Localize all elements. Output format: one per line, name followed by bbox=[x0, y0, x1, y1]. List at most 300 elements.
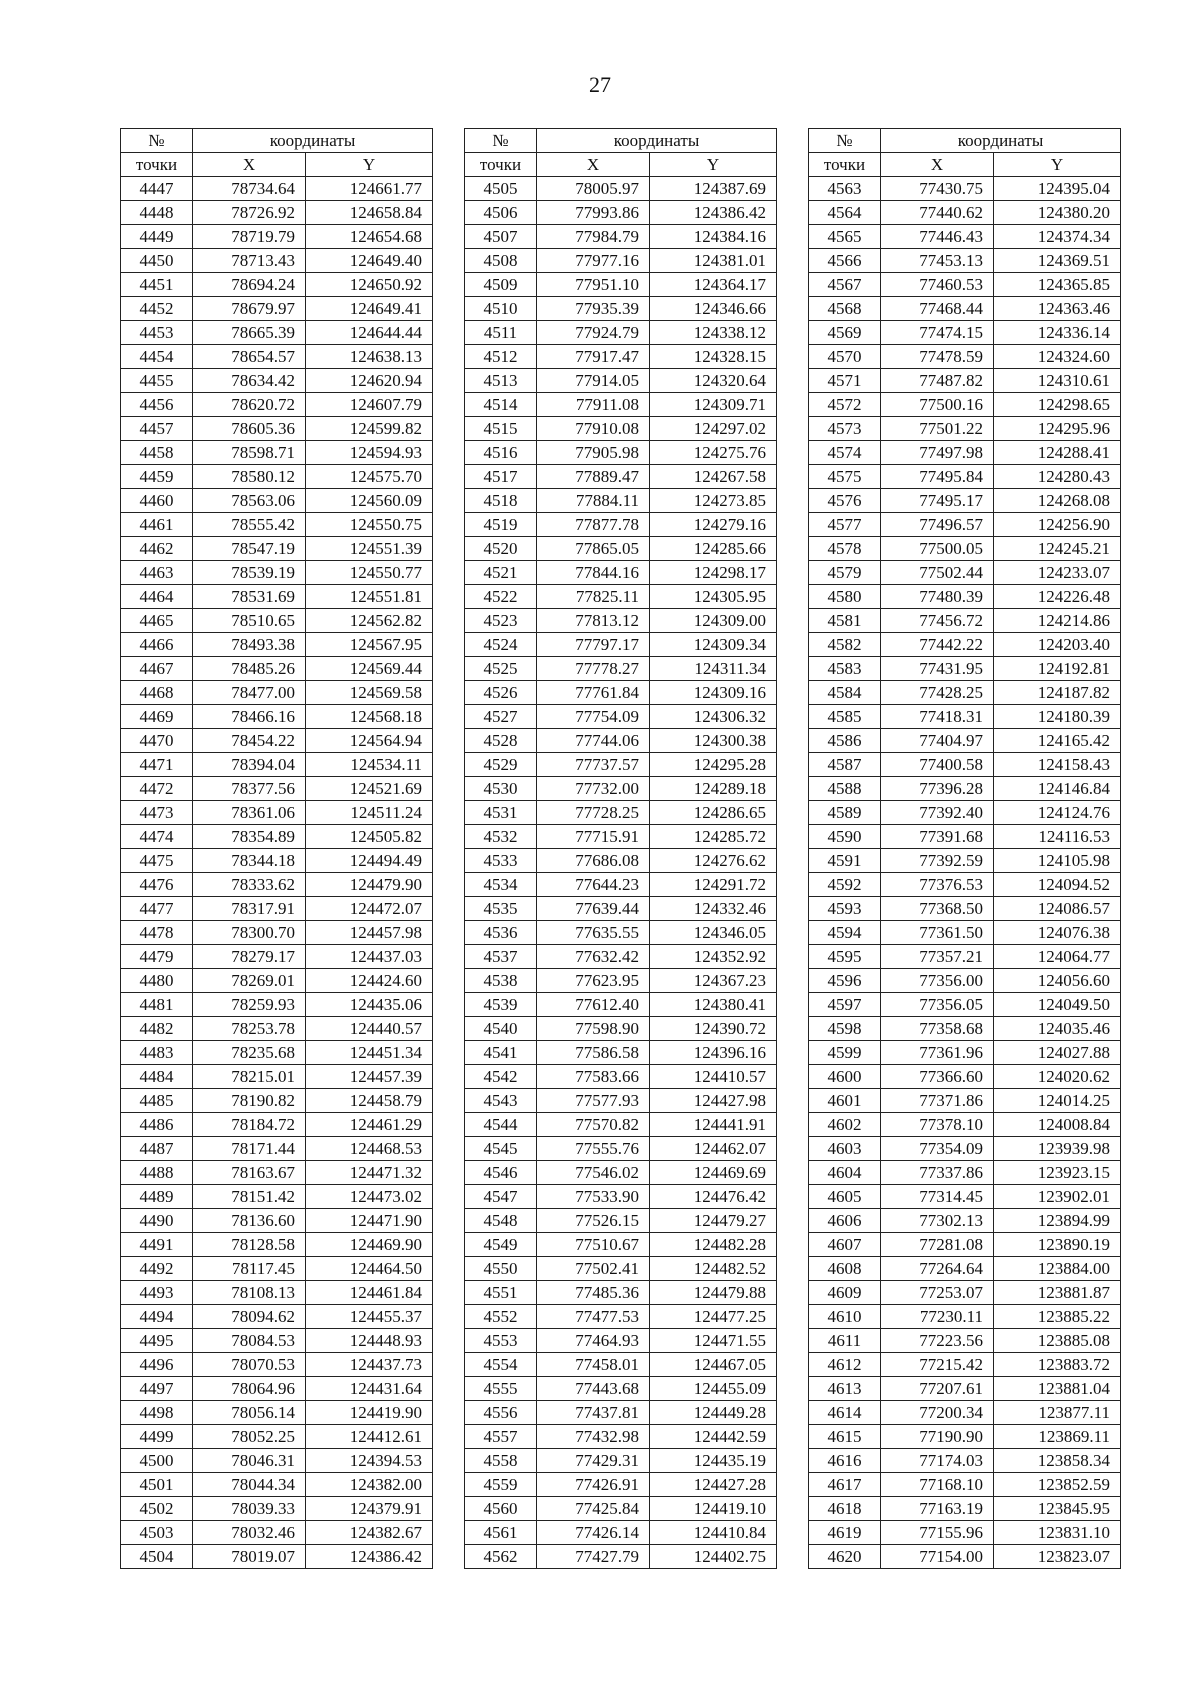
table-row bbox=[465, 561, 777, 585]
y-coordinate-cell: 123885.22 bbox=[994, 1305, 1121, 1329]
y-coordinate-cell: 124569.58 bbox=[306, 681, 433, 705]
x-coordinate-cell: 77356.00 bbox=[881, 969, 994, 993]
header-y: Y bbox=[994, 153, 1121, 177]
point-number-cell: 4483 bbox=[121, 1041, 193, 1065]
y-coordinate-cell: 124448.93 bbox=[306, 1329, 433, 1353]
table-row bbox=[809, 417, 1121, 441]
y-coordinate-cell: 124482.52 bbox=[650, 1257, 777, 1281]
table-row bbox=[809, 489, 1121, 513]
y-coordinate-cell: 123890.19 bbox=[994, 1233, 1121, 1257]
x-coordinate-cell: 77951.10 bbox=[537, 273, 650, 297]
point-number-cell: 4614 bbox=[809, 1401, 881, 1425]
y-coordinate-cell: 123823.07 bbox=[994, 1545, 1121, 1569]
y-coordinate-cell: 124363.46 bbox=[994, 297, 1121, 321]
table-row bbox=[121, 1497, 433, 1521]
table-row bbox=[809, 1377, 1121, 1401]
point-number-cell: 4481 bbox=[121, 993, 193, 1017]
table-row bbox=[809, 825, 1121, 849]
table-row bbox=[121, 1377, 433, 1401]
point-number-cell: 4507 bbox=[465, 225, 537, 249]
point-number-cell: 4566 bbox=[809, 249, 881, 273]
table-row bbox=[121, 1425, 433, 1449]
point-number-cell: 4486 bbox=[121, 1113, 193, 1137]
point-number-cell: 4538 bbox=[465, 969, 537, 993]
x-coordinate-cell: 77844.16 bbox=[537, 561, 650, 585]
y-coordinate-cell: 124449.28 bbox=[650, 1401, 777, 1425]
y-coordinate-cell: 123939.98 bbox=[994, 1137, 1121, 1161]
y-coordinate-cell: 124382.67 bbox=[306, 1521, 433, 1545]
point-number-cell: 4601 bbox=[809, 1089, 881, 1113]
table-row bbox=[121, 1233, 433, 1257]
point-number-cell: 4459 bbox=[121, 465, 193, 489]
x-coordinate-cell: 78235.68 bbox=[193, 1041, 306, 1065]
header-y: Y bbox=[650, 153, 777, 177]
point-number-cell: 4496 bbox=[121, 1353, 193, 1377]
point-number-cell: 4524 bbox=[465, 633, 537, 657]
y-coordinate-cell: 123902.01 bbox=[994, 1185, 1121, 1209]
x-coordinate-cell: 77443.68 bbox=[537, 1377, 650, 1401]
x-coordinate-cell: 78665.39 bbox=[193, 321, 306, 345]
x-coordinate-cell: 78531.69 bbox=[193, 585, 306, 609]
table-row bbox=[121, 1041, 433, 1065]
header-x: X bbox=[881, 153, 994, 177]
point-number-cell: 4522 bbox=[465, 585, 537, 609]
table-row bbox=[465, 705, 777, 729]
table-row bbox=[809, 969, 1121, 993]
y-coordinate-cell: 124379.91 bbox=[306, 1497, 433, 1521]
point-number-cell: 4523 bbox=[465, 609, 537, 633]
point-number-cell: 4617 bbox=[809, 1473, 881, 1497]
point-number-cell: 4558 bbox=[465, 1449, 537, 1473]
x-coordinate-cell: 78580.12 bbox=[193, 465, 306, 489]
point-number-cell: 4598 bbox=[809, 1017, 881, 1041]
table-row bbox=[809, 513, 1121, 537]
y-coordinate-cell: 124352.92 bbox=[650, 945, 777, 969]
point-number-cell: 4603 bbox=[809, 1137, 881, 1161]
y-coordinate-cell: 124332.46 bbox=[650, 897, 777, 921]
y-coordinate-cell: 124380.41 bbox=[650, 993, 777, 1017]
point-number-cell: 4585 bbox=[809, 705, 881, 729]
y-coordinate-cell: 124346.66 bbox=[650, 297, 777, 321]
point-number-cell: 4560 bbox=[465, 1497, 537, 1521]
point-number-cell: 4573 bbox=[809, 417, 881, 441]
x-coordinate-cell: 78300.70 bbox=[193, 921, 306, 945]
table-row bbox=[121, 609, 433, 633]
y-coordinate-cell: 124650.92 bbox=[306, 273, 433, 297]
y-coordinate-cell: 124008.84 bbox=[994, 1113, 1121, 1137]
x-coordinate-cell: 77168.10 bbox=[881, 1473, 994, 1497]
point-number-cell: 4487 bbox=[121, 1137, 193, 1161]
x-coordinate-cell: 77914.05 bbox=[537, 369, 650, 393]
x-coordinate-cell: 77174.03 bbox=[881, 1449, 994, 1473]
table-row bbox=[121, 1545, 433, 1569]
x-coordinate-cell: 77502.44 bbox=[881, 561, 994, 585]
point-number-cell: 4503 bbox=[121, 1521, 193, 1545]
y-coordinate-cell: 124644.44 bbox=[306, 321, 433, 345]
x-coordinate-cell: 77428.25 bbox=[881, 681, 994, 705]
point-number-cell: 4512 bbox=[465, 345, 537, 369]
y-coordinate-cell: 124468.53 bbox=[306, 1137, 433, 1161]
y-coordinate-cell: 124226.48 bbox=[994, 585, 1121, 609]
table-row bbox=[465, 945, 777, 969]
x-coordinate-cell: 78171.44 bbox=[193, 1137, 306, 1161]
table-row bbox=[465, 1161, 777, 1185]
y-coordinate-cell: 124567.95 bbox=[306, 633, 433, 657]
y-coordinate-cell: 124534.11 bbox=[306, 753, 433, 777]
table-row bbox=[121, 225, 433, 249]
table-row bbox=[121, 441, 433, 465]
y-coordinate-cell: 124295.28 bbox=[650, 753, 777, 777]
table-row bbox=[809, 1281, 1121, 1305]
y-coordinate-cell: 124607.79 bbox=[306, 393, 433, 417]
point-number-cell: 4553 bbox=[465, 1329, 537, 1353]
point-number-cell: 4527 bbox=[465, 705, 537, 729]
table-row bbox=[121, 393, 433, 417]
table-row bbox=[121, 849, 433, 873]
y-coordinate-cell: 123923.15 bbox=[994, 1161, 1121, 1185]
point-number-cell: 4449 bbox=[121, 225, 193, 249]
y-coordinate-cell: 123881.04 bbox=[994, 1377, 1121, 1401]
y-coordinate-cell: 124658.84 bbox=[306, 201, 433, 225]
table-row bbox=[121, 1353, 433, 1377]
x-coordinate-cell: 78734.64 bbox=[193, 177, 306, 201]
x-coordinate-cell: 77337.86 bbox=[881, 1161, 994, 1185]
table-row bbox=[809, 777, 1121, 801]
x-coordinate-cell: 78485.26 bbox=[193, 657, 306, 681]
table-row bbox=[121, 825, 433, 849]
table-row bbox=[465, 681, 777, 705]
point-number-cell: 4471 bbox=[121, 753, 193, 777]
x-coordinate-cell: 77223.56 bbox=[881, 1329, 994, 1353]
y-coordinate-cell: 124027.88 bbox=[994, 1041, 1121, 1065]
y-coordinate-cell: 124427.98 bbox=[650, 1089, 777, 1113]
table-row bbox=[809, 249, 1121, 273]
table-row bbox=[809, 1425, 1121, 1449]
point-number-cell: 4526 bbox=[465, 681, 537, 705]
point-number-cell: 4476 bbox=[121, 873, 193, 897]
point-number-cell: 4514 bbox=[465, 393, 537, 417]
y-coordinate-cell: 124462.07 bbox=[650, 1137, 777, 1161]
y-coordinate-cell: 124273.85 bbox=[650, 489, 777, 513]
y-coordinate-cell: 124310.61 bbox=[994, 369, 1121, 393]
x-coordinate-cell: 78726.92 bbox=[193, 201, 306, 225]
x-coordinate-cell: 77430.75 bbox=[881, 177, 994, 201]
table-row bbox=[809, 1185, 1121, 1209]
table-row bbox=[465, 1305, 777, 1329]
x-coordinate-cell: 77797.17 bbox=[537, 633, 650, 657]
y-coordinate-cell: 124387.69 bbox=[650, 177, 777, 201]
point-number-cell: 4609 bbox=[809, 1281, 881, 1305]
x-coordinate-cell: 77732.00 bbox=[537, 777, 650, 801]
y-coordinate-cell: 124076.38 bbox=[994, 921, 1121, 945]
point-number-cell: 4537 bbox=[465, 945, 537, 969]
y-coordinate-cell: 124165.42 bbox=[994, 729, 1121, 753]
x-coordinate-cell: 77686.08 bbox=[537, 849, 650, 873]
table-row bbox=[809, 945, 1121, 969]
table-row bbox=[809, 321, 1121, 345]
x-coordinate-cell: 78493.38 bbox=[193, 633, 306, 657]
y-coordinate-cell: 124289.18 bbox=[650, 777, 777, 801]
table-row bbox=[465, 657, 777, 681]
point-number-cell: 4574 bbox=[809, 441, 881, 465]
y-coordinate-cell: 123881.87 bbox=[994, 1281, 1121, 1305]
point-number-cell: 4544 bbox=[465, 1113, 537, 1137]
x-coordinate-cell: 78184.72 bbox=[193, 1113, 306, 1137]
y-coordinate-cell: 124386.42 bbox=[306, 1545, 433, 1569]
y-coordinate-cell: 124654.68 bbox=[306, 225, 433, 249]
x-coordinate-cell: 77632.42 bbox=[537, 945, 650, 969]
y-coordinate-cell: 124309.16 bbox=[650, 681, 777, 705]
point-number-cell: 4458 bbox=[121, 441, 193, 465]
point-number-cell: 4586 bbox=[809, 729, 881, 753]
x-coordinate-cell: 77429.31 bbox=[537, 1449, 650, 1473]
x-coordinate-cell: 78190.82 bbox=[193, 1089, 306, 1113]
table-row bbox=[465, 1017, 777, 1041]
point-number-cell: 4448 bbox=[121, 201, 193, 225]
point-number-cell: 4456 bbox=[121, 393, 193, 417]
y-coordinate-cell: 124473.02 bbox=[306, 1185, 433, 1209]
y-coordinate-cell: 124305.95 bbox=[650, 585, 777, 609]
table-row bbox=[465, 1521, 777, 1545]
point-number-cell: 4611 bbox=[809, 1329, 881, 1353]
x-coordinate-cell: 77200.34 bbox=[881, 1401, 994, 1425]
point-number-cell: 4618 bbox=[809, 1497, 881, 1521]
x-coordinate-cell: 77366.60 bbox=[881, 1065, 994, 1089]
y-coordinate-cell: 123869.11 bbox=[994, 1425, 1121, 1449]
x-coordinate-cell: 78454.22 bbox=[193, 729, 306, 753]
table-row bbox=[465, 801, 777, 825]
x-coordinate-cell: 78084.53 bbox=[193, 1329, 306, 1353]
point-number-cell: 4505 bbox=[465, 177, 537, 201]
y-coordinate-cell: 124276.62 bbox=[650, 849, 777, 873]
y-coordinate-cell: 123884.00 bbox=[994, 1257, 1121, 1281]
x-coordinate-cell: 77425.84 bbox=[537, 1497, 650, 1521]
table-row bbox=[809, 705, 1121, 729]
x-coordinate-cell: 77501.22 bbox=[881, 417, 994, 441]
x-coordinate-cell: 78605.36 bbox=[193, 417, 306, 441]
point-number-cell: 4612 bbox=[809, 1353, 881, 1377]
header-no: № bbox=[809, 129, 881, 153]
x-coordinate-cell: 78253.78 bbox=[193, 1017, 306, 1041]
x-coordinate-cell: 77418.31 bbox=[881, 705, 994, 729]
x-coordinate-cell: 77163.19 bbox=[881, 1497, 994, 1521]
point-number-cell: 4563 bbox=[809, 177, 881, 201]
table-row bbox=[465, 297, 777, 321]
point-number-cell: 4572 bbox=[809, 393, 881, 417]
point-number-cell: 4490 bbox=[121, 1209, 193, 1233]
table-row bbox=[809, 1449, 1121, 1473]
table-row bbox=[465, 1377, 777, 1401]
table-row bbox=[121, 921, 433, 945]
y-coordinate-cell: 124437.03 bbox=[306, 945, 433, 969]
y-coordinate-cell: 123845.95 bbox=[994, 1497, 1121, 1521]
x-coordinate-cell: 77396.28 bbox=[881, 777, 994, 801]
y-coordinate-cell: 124440.57 bbox=[306, 1017, 433, 1041]
table-row bbox=[465, 1185, 777, 1209]
table-row bbox=[809, 465, 1121, 489]
x-coordinate-cell: 78005.97 bbox=[537, 177, 650, 201]
point-number-cell: 4491 bbox=[121, 1233, 193, 1257]
x-coordinate-cell: 77583.66 bbox=[537, 1065, 650, 1089]
y-coordinate-cell: 124279.16 bbox=[650, 513, 777, 537]
y-coordinate-cell: 124369.51 bbox=[994, 249, 1121, 273]
coordinates-table-1 bbox=[120, 128, 433, 1569]
point-number-cell: 4541 bbox=[465, 1041, 537, 1065]
x-coordinate-cell: 78128.58 bbox=[193, 1233, 306, 1257]
point-number-cell: 4463 bbox=[121, 561, 193, 585]
y-coordinate-cell: 124203.40 bbox=[994, 633, 1121, 657]
y-coordinate-cell: 124386.42 bbox=[650, 201, 777, 225]
point-number-cell: 4525 bbox=[465, 657, 537, 681]
table-row bbox=[121, 585, 433, 609]
point-number-cell: 4559 bbox=[465, 1473, 537, 1497]
x-coordinate-cell: 77905.98 bbox=[537, 441, 650, 465]
table-row bbox=[121, 1449, 433, 1473]
x-coordinate-cell: 78019.07 bbox=[193, 1545, 306, 1569]
header-no: № bbox=[121, 129, 193, 153]
y-coordinate-cell: 124479.27 bbox=[650, 1209, 777, 1233]
x-coordinate-cell: 77215.42 bbox=[881, 1353, 994, 1377]
x-coordinate-cell: 77190.90 bbox=[881, 1425, 994, 1449]
point-number-cell: 4592 bbox=[809, 873, 881, 897]
table-row bbox=[121, 321, 433, 345]
x-coordinate-cell: 78279.17 bbox=[193, 945, 306, 969]
y-coordinate-cell: 124431.64 bbox=[306, 1377, 433, 1401]
x-coordinate-cell: 77487.82 bbox=[881, 369, 994, 393]
point-number-cell: 4577 bbox=[809, 513, 881, 537]
point-number-cell: 4584 bbox=[809, 681, 881, 705]
point-number-cell: 4530 bbox=[465, 777, 537, 801]
table-row bbox=[121, 969, 433, 993]
y-coordinate-cell: 123852.59 bbox=[994, 1473, 1121, 1497]
table-row bbox=[121, 537, 433, 561]
x-coordinate-cell: 77460.53 bbox=[881, 273, 994, 297]
x-coordinate-cell: 77644.23 bbox=[537, 873, 650, 897]
y-coordinate-cell: 124014.25 bbox=[994, 1089, 1121, 1113]
x-coordinate-cell: 77431.95 bbox=[881, 657, 994, 681]
x-coordinate-cell: 77577.93 bbox=[537, 1089, 650, 1113]
point-number-cell: 4542 bbox=[465, 1065, 537, 1089]
table-row bbox=[809, 537, 1121, 561]
table-row bbox=[465, 441, 777, 465]
x-coordinate-cell: 77510.67 bbox=[537, 1233, 650, 1257]
table-row bbox=[465, 585, 777, 609]
point-number-cell: 4470 bbox=[121, 729, 193, 753]
y-coordinate-cell: 124187.82 bbox=[994, 681, 1121, 705]
y-coordinate-cell: 124511.24 bbox=[306, 801, 433, 825]
y-coordinate-cell: 124396.16 bbox=[650, 1041, 777, 1065]
point-number-cell: 4569 bbox=[809, 321, 881, 345]
y-coordinate-cell: 124267.58 bbox=[650, 465, 777, 489]
point-number-cell: 4451 bbox=[121, 273, 193, 297]
y-coordinate-cell: 124469.69 bbox=[650, 1161, 777, 1185]
x-coordinate-cell: 77253.07 bbox=[881, 1281, 994, 1305]
table-row bbox=[121, 801, 433, 825]
x-coordinate-cell: 77391.68 bbox=[881, 825, 994, 849]
x-coordinate-cell: 77478.59 bbox=[881, 345, 994, 369]
y-coordinate-cell: 124620.94 bbox=[306, 369, 433, 393]
x-coordinate-cell: 77485.36 bbox=[537, 1281, 650, 1305]
point-number-cell: 4460 bbox=[121, 489, 193, 513]
point-number-cell: 4565 bbox=[809, 225, 881, 249]
x-coordinate-cell: 77371.86 bbox=[881, 1089, 994, 1113]
table-row bbox=[809, 753, 1121, 777]
table-row bbox=[121, 1161, 433, 1185]
point-number-cell: 4518 bbox=[465, 489, 537, 513]
table-row bbox=[809, 1353, 1121, 1377]
y-coordinate-cell: 124309.71 bbox=[650, 393, 777, 417]
x-coordinate-cell: 77526.15 bbox=[537, 1209, 650, 1233]
table-row bbox=[121, 345, 433, 369]
x-coordinate-cell: 77570.82 bbox=[537, 1113, 650, 1137]
x-coordinate-cell: 78620.72 bbox=[193, 393, 306, 417]
table-row bbox=[809, 369, 1121, 393]
table-row bbox=[809, 681, 1121, 705]
x-coordinate-cell: 78713.43 bbox=[193, 249, 306, 273]
table-row bbox=[465, 1329, 777, 1353]
y-coordinate-cell: 124455.09 bbox=[650, 1377, 777, 1401]
y-coordinate-cell: 124599.82 bbox=[306, 417, 433, 441]
x-coordinate-cell: 78477.00 bbox=[193, 681, 306, 705]
point-number-cell: 4564 bbox=[809, 201, 881, 225]
y-coordinate-cell: 124437.73 bbox=[306, 1353, 433, 1377]
y-coordinate-cell: 124297.02 bbox=[650, 417, 777, 441]
x-coordinate-cell: 77474.15 bbox=[881, 321, 994, 345]
table-row bbox=[121, 753, 433, 777]
y-coordinate-cell: 124575.70 bbox=[306, 465, 433, 489]
point-number-cell: 4474 bbox=[121, 825, 193, 849]
point-number-cell: 4547 bbox=[465, 1185, 537, 1209]
x-coordinate-cell: 77392.59 bbox=[881, 849, 994, 873]
table-row bbox=[809, 1089, 1121, 1113]
x-coordinate-cell: 78634.42 bbox=[193, 369, 306, 393]
x-coordinate-cell: 77437.81 bbox=[537, 1401, 650, 1425]
x-coordinate-cell: 77456.72 bbox=[881, 609, 994, 633]
y-coordinate-cell: 124560.09 bbox=[306, 489, 433, 513]
point-number-cell: 4520 bbox=[465, 537, 537, 561]
table-row bbox=[809, 393, 1121, 417]
y-coordinate-cell: 124477.25 bbox=[650, 1305, 777, 1329]
x-coordinate-cell: 77446.43 bbox=[881, 225, 994, 249]
point-number-cell: 4466 bbox=[121, 633, 193, 657]
table-row bbox=[121, 297, 433, 321]
header-point: точки bbox=[809, 153, 881, 177]
point-number-cell: 4534 bbox=[465, 873, 537, 897]
point-number-cell: 4604 bbox=[809, 1161, 881, 1185]
table-row bbox=[121, 681, 433, 705]
y-coordinate-cell: 124035.46 bbox=[994, 1017, 1121, 1041]
y-coordinate-cell: 124521.69 bbox=[306, 777, 433, 801]
table-row bbox=[809, 1329, 1121, 1353]
x-coordinate-cell: 77378.10 bbox=[881, 1113, 994, 1137]
y-coordinate-cell: 124275.76 bbox=[650, 441, 777, 465]
x-coordinate-cell: 77440.62 bbox=[881, 201, 994, 225]
header-x: X bbox=[193, 153, 306, 177]
table-row bbox=[809, 897, 1121, 921]
y-coordinate-cell: 124367.23 bbox=[650, 969, 777, 993]
header-point: точки bbox=[465, 153, 537, 177]
x-coordinate-cell: 77376.53 bbox=[881, 873, 994, 897]
table-row bbox=[465, 273, 777, 297]
x-coordinate-cell: 78094.62 bbox=[193, 1305, 306, 1329]
table-row bbox=[121, 201, 433, 225]
y-coordinate-cell: 123877.11 bbox=[994, 1401, 1121, 1425]
y-coordinate-cell: 124124.76 bbox=[994, 801, 1121, 825]
point-number-cell: 4468 bbox=[121, 681, 193, 705]
table-row bbox=[121, 657, 433, 681]
point-number-cell: 4535 bbox=[465, 897, 537, 921]
y-coordinate-cell: 124457.39 bbox=[306, 1065, 433, 1089]
